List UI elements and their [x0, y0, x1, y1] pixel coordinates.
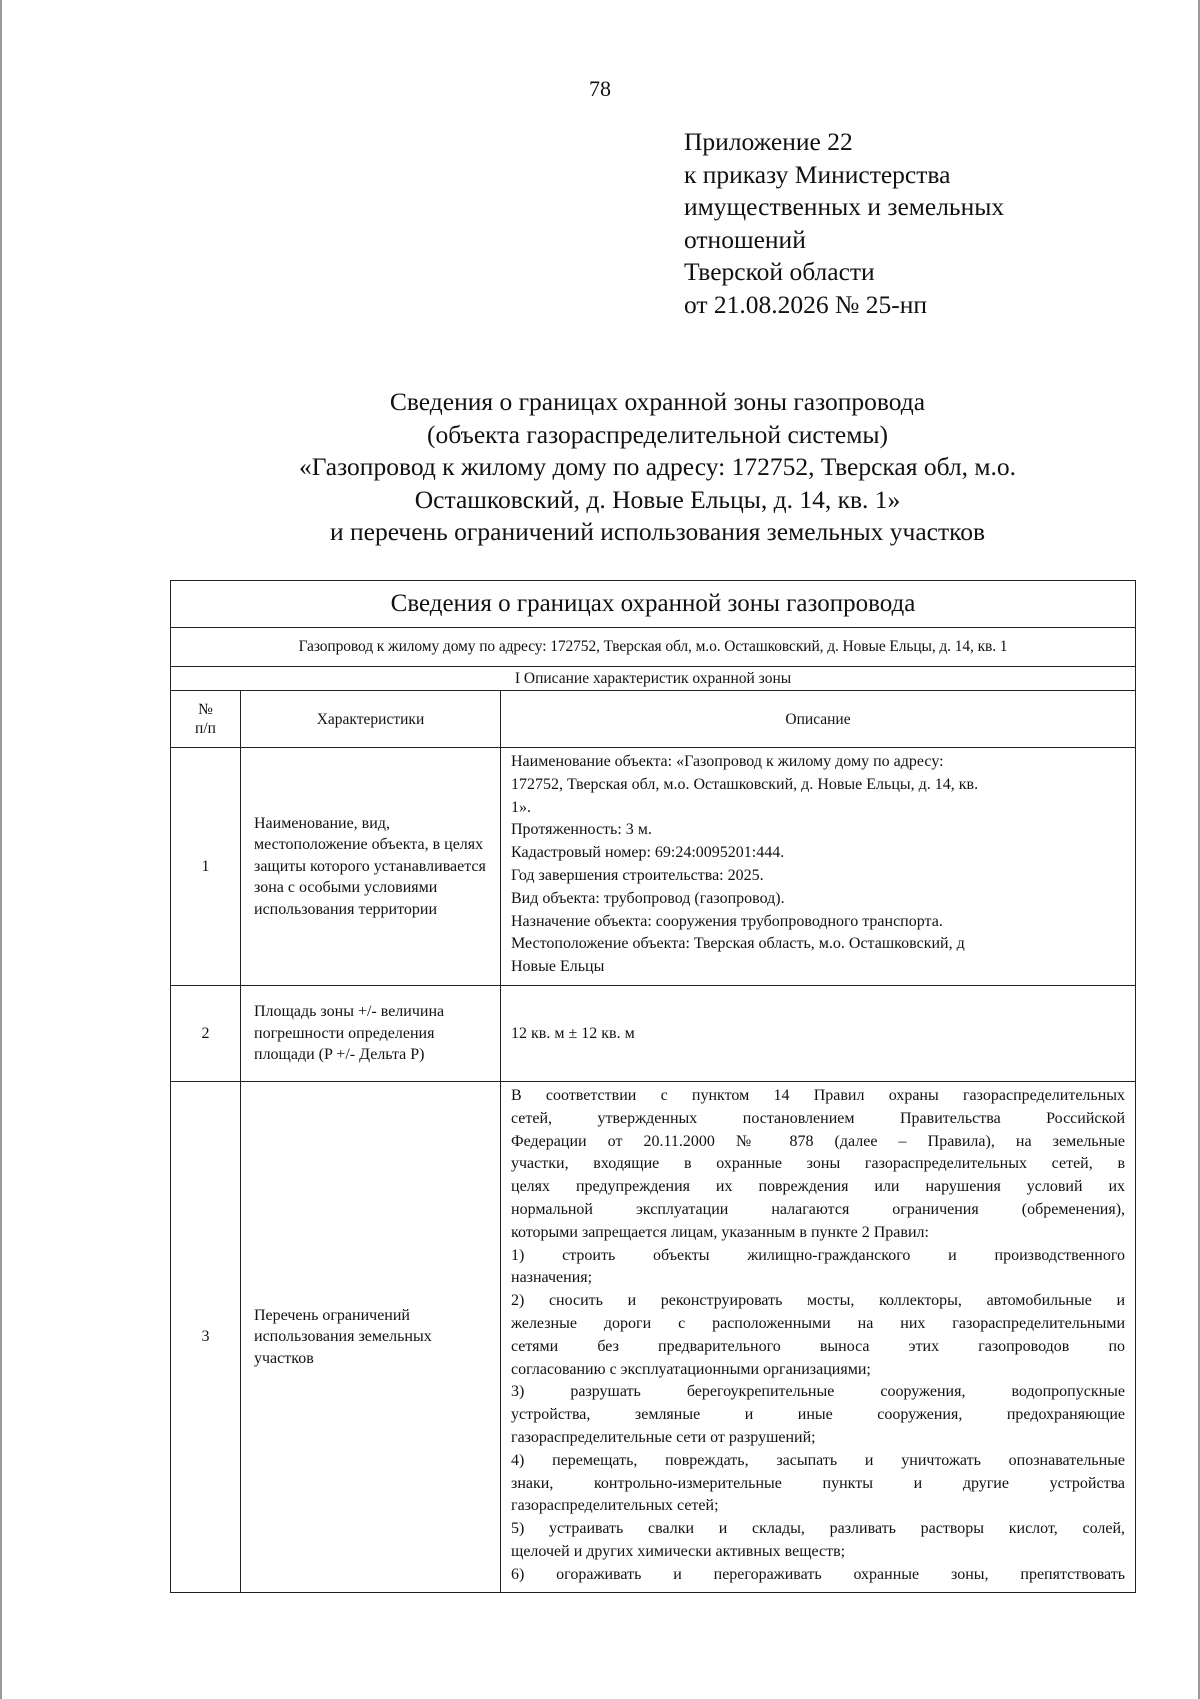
description-line: 6) огораживать и перегораживать охранные зоны, препятствовать	[511, 1565, 1126, 1583]
description-line: Местоположение объекта: Тверская область, м.о. Осташковский, д	[511, 935, 965, 953]
appendix-line: от 21.08.2026 № 25-нп	[684, 289, 928, 319]
column-header-characteristics: Характеристики	[241, 691, 501, 748]
appendix-line: Приложение 22	[684, 127, 853, 156]
description-line: 3) разрушать берегоукрепительные сооружения, водопропускные	[511, 1383, 1126, 1401]
column-header-number-line: №	[198, 701, 213, 718]
description-line: участки, входящие в охранные зоны газораспределительных сетей, в	[511, 1155, 1126, 1173]
row-characteristic: Наименование, вид, местоположение объекта, в целях защиты которого устанавливается зона с особыми условиями использования территории	[241, 748, 501, 986]
row-description: 12 кв. м ± 12 кв. м	[501, 986, 1136, 1082]
description-line: назначения;	[511, 1269, 593, 1287]
description-line: 172752, Тверская обл, м.о. Осташковский, д. Новые Ельцы, д. 14, кв.	[511, 775, 979, 793]
table-heading: Сведения о границах охранной зоны газопровода	[171, 581, 1136, 628]
column-header-row	[171, 691, 1136, 748]
description-line: щелочей и других химически активных веществ;	[511, 1542, 846, 1560]
appendix-line: Тверской области	[684, 257, 875, 286]
description-line: 2) сносить и реконструировать мосты, коллекторы, автомобильные и	[511, 1292, 1126, 1310]
description-line: газораспределительных сетей;	[511, 1497, 719, 1515]
description-line: сетями без предварительного выноса этих газопроводов по	[511, 1337, 1126, 1355]
column-header-number-line: п/п	[195, 720, 216, 737]
table-row	[171, 748, 1136, 986]
table-row	[171, 1082, 1136, 1593]
title-line: (объекта газораспределительной системы)	[427, 419, 888, 449]
zone-table	[170, 580, 1136, 1593]
column-header-description: Описание	[501, 691, 1136, 748]
description-line: нормальной эксплуатации налагаются ограничения (обременения),	[511, 1200, 1126, 1218]
table-row	[171, 986, 1136, 1082]
description-line: согласованию с эксплуатационными организациями;	[511, 1360, 871, 1378]
row-number: 3	[171, 1082, 241, 1593]
description-line: железные дороги с расположенными на них газораспределительными	[511, 1314, 1126, 1332]
description-line: Вид объекта: трубопровод (газопровод).	[511, 889, 785, 907]
title-line: «Газопровод к жилому дому по адресу: 172752, Тверская обл, м.о.	[298, 452, 1017, 481]
row-characteristic: Площадь зоны +/- величина погрешности определения площади (P +/- Дельта P)	[241, 986, 501, 1082]
object-name: Газопровод к жилому дому по адресу: 172752, Тверская обл, м.о. Осташковский, д. Новые Ельцы, д. 14, кв. 1	[171, 628, 1136, 667]
section-heading: I Описание характеристик охранной зоны	[171, 667, 1136, 691]
description-line: сетей, утвержденных постановлением Правительства Российской	[511, 1109, 1126, 1127]
description-line: Год завершения строительства: 2025.	[511, 866, 764, 884]
description-line: газораспределительные сети от разрушений;	[511, 1428, 816, 1446]
description-line: Кадастровый номер: 69:24:0095201:444.	[511, 844, 785, 862]
description-line: Новые Ельцы	[511, 958, 605, 976]
row-description	[501, 748, 1136, 986]
description-line: В соответствии с пунктом 14 Правил охраны газораспределительных	[511, 1087, 1126, 1104]
title-line: и перечень ограничений использования земельных участков	[329, 517, 986, 546]
description-line: 4) перемещать, повреждать, засыпать и уничтожать опознавательные	[511, 1451, 1126, 1469]
description-line: Назначение объекта: сооружения трубопроводного транспорта.	[511, 912, 943, 930]
appendix-line: отношений	[684, 224, 806, 254]
column-header-number	[171, 691, 241, 748]
description-line: 1».	[511, 798, 531, 816]
page-number: 78	[589, 76, 611, 101]
scan-left-edge	[0, 0, 2, 1699]
document-title	[150, 386, 1165, 549]
description-line: Наименование объекта: «Газопровод к жилому дому по адресу:	[511, 753, 944, 770]
appendix-line: к приказу Министерства	[684, 159, 951, 189]
title-line: Осташковский, д. Новые Ельцы, д. 14, кв. 1»	[414, 484, 901, 514]
row-characteristic: Перечень ограничений использования земельных участков	[241, 1082, 501, 1593]
description-line: знаки, контрольно-измерительные пункты и другие устройства	[511, 1474, 1126, 1492]
description-line: целях предупреждения их повреждения или нарушения условий их	[511, 1178, 1126, 1196]
description-line: 1) строить объекты жилищно-гражданского и производственного	[511, 1246, 1126, 1264]
description-line: устройства, земляные и иные сооружения, предохраняющие	[511, 1406, 1126, 1424]
title-line: Сведения о границах охранной зоны газопровода	[389, 387, 926, 416]
description-line: 5) устраивать свалки и склады, разливать растворы кислот, солей,	[511, 1520, 1126, 1538]
appendix-line: имущественных и земельных	[684, 192, 1005, 221]
description-line: Протяженность: 3 м.	[511, 821, 652, 839]
description-line: Федерации от 20.11.2000 № 878 (далее – Правила), на земельные	[511, 1132, 1126, 1150]
description-line: которыми запрещается лицам, указанным в пункте 2 Правил:	[511, 1223, 929, 1241]
row-description	[501, 1082, 1136, 1593]
row-number: 2	[171, 986, 241, 1082]
row-number: 1	[171, 748, 241, 986]
appendix-block	[684, 126, 1004, 321]
